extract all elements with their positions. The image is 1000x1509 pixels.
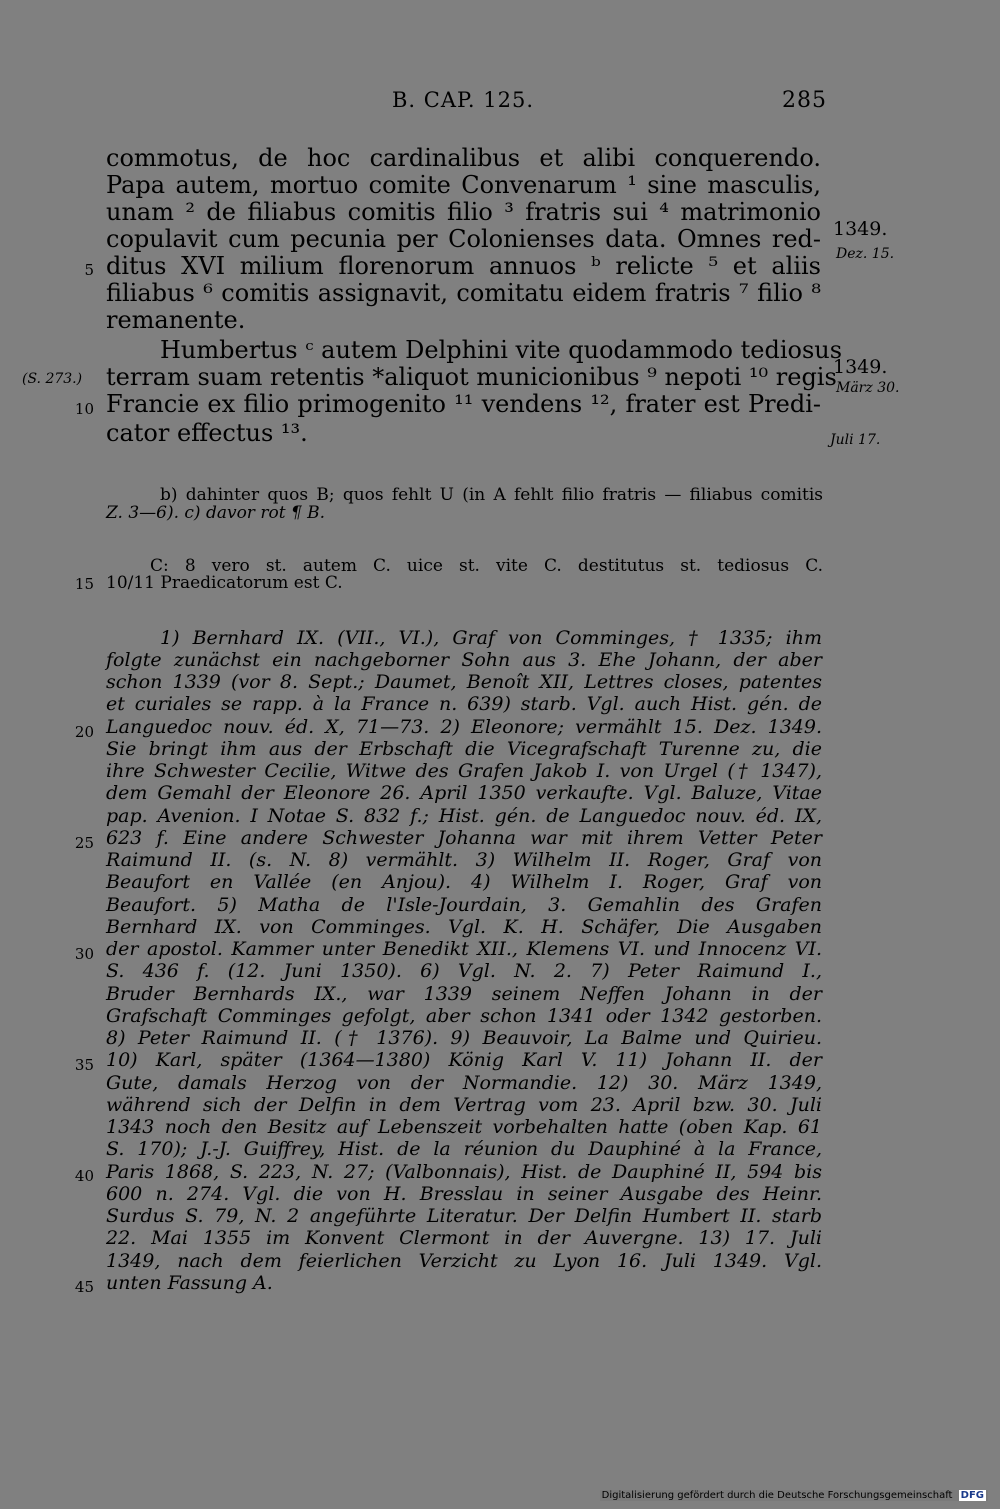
footnote-line: Languedoc nouv. éd. X, 71—73. 2) Eleonore; vermählt 15. Dez. 1349. xyxy=(106,716,822,738)
footnote-line: Surdus S. 79, N. 2 angeführte Literatur. Der Delfin Humbert II. starb xyxy=(106,1205,822,1227)
variant-note: Z. 3—6). c) davor rot ¶ B. xyxy=(106,503,326,523)
footnote-line: 1343 noch den Besitz auf Lebenszeit vorbehalten hatte (oben Kap. 61 xyxy=(106,1116,822,1138)
margin-page-ref: (S. 273.) xyxy=(22,371,83,387)
footnote-line: Grafschaft Comminges gefolgt, aber schon 1341 oder 1342 gestorben. xyxy=(106,1005,822,1027)
variant-note: 10/11 Praedicatorum est C. xyxy=(106,573,343,593)
footnote-line: ihre Schwester Cecilie, Witwe des Grafen Jakob I. von Urgel († 1347), xyxy=(106,760,822,782)
credit-text: Digitalisierung gefördert durch die Deutsche Forschungsgemeinschaft xyxy=(601,1490,953,1501)
footnote-line: 22. Mai 1355 im Konvent Clermont in der Auvergne. 13) 17. Juli xyxy=(106,1227,822,1249)
footnote-line: Bernhard IX. von Comminges. Vgl. K. H. Schäfer, Die Ausgaben xyxy=(106,916,822,938)
body-line: copulavit cum pecunia per Colonienses data. Omnes red- xyxy=(106,225,821,253)
digitization-credit xyxy=(600,1490,988,1501)
line-number: 15 xyxy=(74,575,94,593)
footnote-line: folgte zunächst ein nachgeborner Sohn aus 3. Ehe Johann, der aber xyxy=(106,649,822,671)
line-number: 40 xyxy=(74,1167,94,1185)
footnote-line: 10) Karl, später (1364—1380) König Karl V. 11) Johann II. der xyxy=(106,1049,822,1071)
footnote-line: 600 n. 274. Vgl. die von H. Bresslau in seiner Ausgabe des Heinr. xyxy=(106,1183,822,1205)
line-number: 20 xyxy=(74,723,94,741)
body-line: unam ² de filiabus comitis filio ³ fratris sui ⁴ matrimonio xyxy=(106,198,821,226)
body-line: filiabus ⁶ comitis assignavit, comitatu eidem fratris ⁷ filio ⁸ xyxy=(106,279,821,307)
dfg-logo: DFG xyxy=(960,1490,984,1501)
footnote-line: Bruder Bernhards IX., war 1339 seinem Neffen Johann in der xyxy=(106,983,822,1005)
footnote-line: S. 170); J.-J. Guiffrey, Hist. de la réunion du Dauphiné à la France, xyxy=(106,1138,822,1160)
variant-note: C: 8 vero st. autem C. uice st. vite C. destitutus st. tediosus C. xyxy=(150,556,823,576)
margin-year: 1349. xyxy=(833,218,888,240)
footnote-line: unten Fassung A. xyxy=(106,1272,273,1294)
line-number: 30 xyxy=(74,945,94,963)
footnote-line: Gute, damals Herzog von der Normandie. 12) 30. März 1349, xyxy=(106,1072,822,1094)
margin-date: Dez. 15. xyxy=(836,246,895,262)
margin-date: Juli 17. xyxy=(830,432,881,448)
body-line: Humbertus ᶜ autem Delphini vite quodammodo tediosus xyxy=(160,336,843,364)
footnote-line: S. 436 f. (12. Juni 1350). 6) Vgl. N. 2. 7) Peter Raimund I., xyxy=(106,960,822,982)
page-number: 285 xyxy=(782,88,827,113)
margin-date: März 30. xyxy=(836,380,900,396)
footnote-line: 8) Peter Raimund II. († 1376). 9) Beauvoir, La Balme und Quirieu. xyxy=(106,1027,822,1049)
running-head: B. CAP. 125. xyxy=(392,88,534,112)
footnote-line: während sich der Delfin in dem Vertrag vom 23. April bzw. 30. Juli xyxy=(106,1094,822,1116)
footnote-line: 1349, nach dem feierlichen Verzicht zu Lyon 16. Juli 1349. Vgl. xyxy=(106,1250,822,1272)
body-line: ditus XVI milium florenorum annuos ᵇ relicte ⁵ et aliis xyxy=(106,252,821,280)
footnote-line: pap. Avenion. I Notae S. 832 f.; Hist. gén. de Languedoc nouv. éd. IX, xyxy=(106,805,822,827)
footnote-line: Raimund II. (s. N. 8) vermählt. 3) Wilhelm II. Roger, Graf von xyxy=(106,849,822,871)
footnote-line: Beaufort. 5) Matha de l'Isle-Jourdain, 3. Gemahlin des Grafen xyxy=(106,894,822,916)
line-number: 25 xyxy=(74,834,94,852)
footnote-line: der apostol. Kammer unter Benedikt XII., Klemens VI. und Innocenz VI. xyxy=(106,938,822,960)
variant-note: b) dahinter quos B; quos fehlt U (in A fehlt filio fratris — filiabus comitis xyxy=(160,485,823,505)
footnote-line: Paris 1868, S. 223, N. 27; (Valbonnais), Hist. de Dauphiné II, 594 bis xyxy=(106,1161,822,1183)
body-line: commotus, de hoc cardinalibus et alibi conquerendo. xyxy=(106,144,821,172)
body-line: remanente. xyxy=(106,306,246,334)
body-line: terram suam retentis *aliquot municionibus ⁹ nepoti ¹⁰ regis xyxy=(106,363,837,391)
footnote-line: schon 1339 (vor 8. Sept.; Daumet, Benoît XII, Lettres closes, patentes xyxy=(106,671,822,693)
footnote-line: Sie bringt ihm aus der Erbschaft die Vicegrafschaft Turenne zu, die xyxy=(106,738,822,760)
footnote-line: 1) Bernhard IX. (VII., VI.), Graf von Comminges, † 1335; ihm xyxy=(160,627,822,649)
body-line: cator effectus ¹³. xyxy=(106,419,308,447)
line-number: 35 xyxy=(74,1056,94,1074)
footnote-line: et curiales se rapp. à la France n. 639) starb. Vgl. auch Hist. gén. de xyxy=(106,693,822,715)
line-number: 5 xyxy=(84,261,94,279)
line-number: 45 xyxy=(74,1278,94,1296)
body-line: Francie ex filio primogenito ¹¹ vendens ¹², frater est Predi- xyxy=(106,390,821,418)
margin-year: 1349. xyxy=(833,356,888,378)
footnote-line: dem Gemahl der Eleonore 26. April 1350 verkaufte. Vgl. Baluze, Vitae xyxy=(106,782,822,804)
line-number: 10 xyxy=(74,400,94,418)
footnote-line: Beaufort en Vallée (en Anjou). 4) Wilhelm I. Roger, Graf von xyxy=(106,871,822,893)
footnote-line: 623 f. Eine andere Schwester Johanna war mit ihrem Vetter Peter xyxy=(106,827,822,849)
body-line: Papa autem, mortuo comite Convenarum ¹ sine masculis, xyxy=(106,171,821,199)
